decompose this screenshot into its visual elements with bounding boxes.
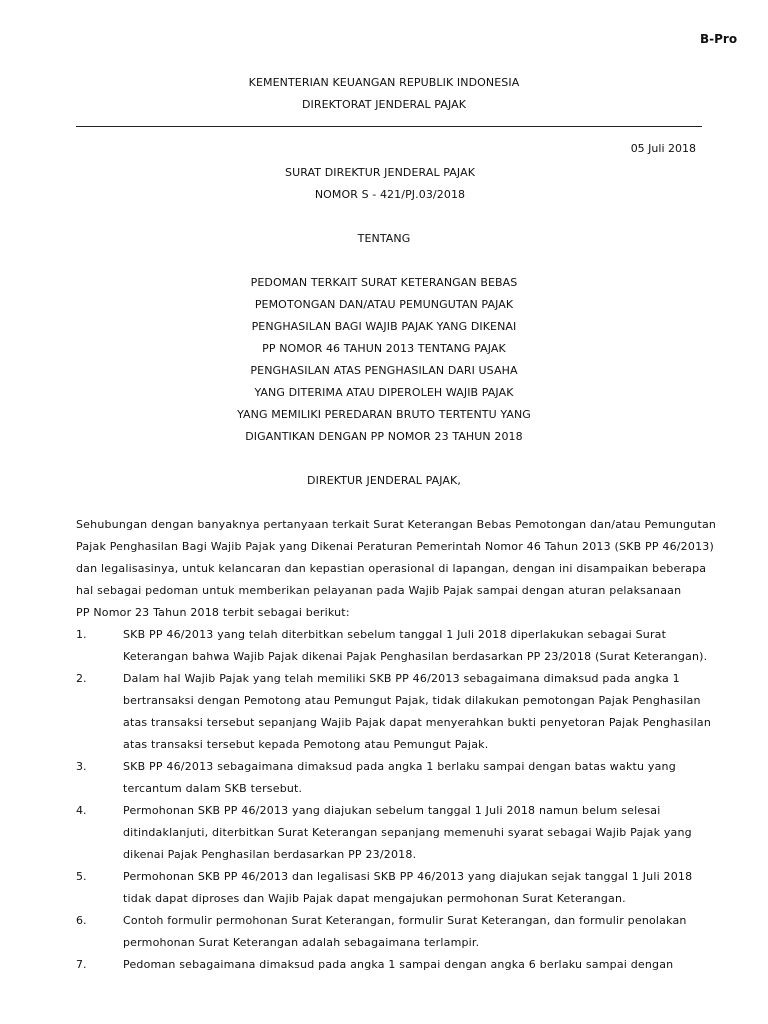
item-line: tercantum dalam SKB tersebut. bbox=[123, 782, 303, 795]
intro-line: Pajak Penghasilan Bagi Wajib Pajak yang Dikenai Peraturan Pemerintah Nomor 46 Tahun 2013 (SKB PP 46/2013) bbox=[76, 540, 714, 553]
subject-line: PEDOMAN TERKAIT SURAT KETERANGAN BEBAS bbox=[250, 276, 518, 289]
intro-line: dan legalisasinya, untuk kelancaran dan kepastian operasional di lapangan, dengan ini disampaikan beberapa bbox=[76, 562, 707, 575]
letter-number: NOMOR S - 421/PJ.03/2018 bbox=[314, 188, 466, 201]
item-line: ditindaklanjuti, diterbitkan Surat Keterangan sepanjang memenuhi syarat sebagai Wajib Pajak yang bbox=[123, 826, 692, 839]
item-line: dikenai Pajak Penghasilan berdasarkan PP 23/2018. bbox=[123, 848, 417, 861]
item-number: 3. bbox=[76, 760, 87, 773]
item-line: SKB PP 46/2013 yang telah diterbitkan sebelum tanggal 1 Juli 2018 diperlakukan sebagai Surat bbox=[123, 628, 667, 641]
item-number: 2. bbox=[76, 672, 87, 685]
item-line: tidak dapat diproses dan Wajib Pajak dapat mengajukan permohonan Surat Keterangan. bbox=[123, 892, 626, 905]
item-line: Permohonan SKB PP 46/2013 yang diajukan sebelum tanggal 1 Juli 2018 namun belum selesai bbox=[123, 804, 661, 817]
item-line: SKB PP 46/2013 sebagaimana dimaksud pada angka 1 berlaku sampai dengan batas waktu yang bbox=[123, 760, 676, 773]
directorate-heading: DIREKTORAT JENDERAL PAJAK bbox=[301, 98, 467, 111]
item-line: Permohonan SKB PP 46/2013 dan legalisasi SKB PP 46/2013 yang diajukan sejak tanggal 1 Juli 2018 bbox=[123, 870, 693, 883]
item-line: Contoh formulir permohonan Surat Keterangan, formulir Surat Keterangan, dan formulir penolakan bbox=[123, 914, 687, 927]
brand-label: B-Pro bbox=[700, 32, 738, 46]
item-line: Keterangan bahwa Wajib Pajak dikenai Pajak Penghasilan berdasarkan PP 23/2018 (Surat Keterangan). bbox=[123, 650, 708, 663]
item-line: permohonan Surat Keterangan adalah sebagaimana terlampir. bbox=[123, 936, 480, 949]
letter-about: TENTANG bbox=[357, 232, 411, 245]
item-line: Dalam hal Wajib Pajak yang telah memiliki SKB PP 46/2013 sebagaimana dimaksud pada angka 1 bbox=[123, 672, 680, 685]
header-divider bbox=[76, 126, 702, 127]
item-number: 6. bbox=[76, 914, 87, 927]
subject-line: PENGHASILAN ATAS PENGHASILAN DARI USAHA bbox=[250, 364, 518, 377]
item-line: atas transaksi tersebut sepanjang Wajib Pajak dapat menyerahkan bukti penyetoran Pajak Penghasilan bbox=[123, 716, 711, 729]
ministry-heading: KEMENTERIAN KEUANGAN REPUBLIK INDONESIA bbox=[248, 76, 520, 89]
item-line: atas transaksi tersebut kepada Pemotong atau Pemungut Pajak. bbox=[123, 738, 489, 751]
letter-title: SURAT DIREKTUR JENDERAL PAJAK bbox=[284, 166, 476, 179]
intro-line: PP Nomor 23 Tahun 2018 terbit sebagai berikut: bbox=[76, 606, 350, 619]
subject-line: PP NOMOR 46 TAHUN 2013 TENTANG PAJAK bbox=[262, 342, 506, 355]
subject-line: PENGHASILAN BAGI WAJIB PAJAK YANG DIKENAI bbox=[251, 320, 517, 333]
subject-line: YANG MEMILIKI PEREDARAN BRUTO TERTENTU YANG bbox=[237, 408, 531, 421]
subject-line: DIGANTIKAN DENGAN PP NOMOR 23 TAHUN 2018 bbox=[245, 430, 523, 443]
subject-line: PEMOTONGAN DAN/ATAU PEMUNGUTAN PAJAK bbox=[254, 298, 514, 311]
intro-line: Sehubungan dengan banyaknya pertanyaan terkait Surat Keterangan Bebas Pemotongan dan/atau Pemungutan bbox=[76, 518, 717, 531]
item-line: Pedoman sebagaimana dimaksud pada angka 1 sampai dengan angka 6 berlaku sampai dengan bbox=[123, 958, 674, 971]
subject-line: YANG DITERIMA ATAU DIPEROLEH WAJIB PAJAK bbox=[254, 386, 514, 399]
addressee: DIREKTUR JENDERAL PAJAK, bbox=[307, 474, 461, 487]
letter-date: 05 Juli 2018 bbox=[630, 142, 696, 155]
item-line: bertransaksi dengan Pemotong atau Pemungut Pajak, tidak dilakukan pemotongan Pajak Penghasilan bbox=[123, 694, 701, 707]
item-number: 1. bbox=[76, 628, 87, 641]
item-number: 5. bbox=[76, 870, 87, 883]
item-number: 7. bbox=[76, 958, 87, 971]
item-number: 4. bbox=[76, 804, 87, 817]
intro-line: hal sebagai pedoman untuk memberikan pelayanan pada Wajib Pajak sampai dengan aturan pelaksanaan bbox=[76, 584, 682, 597]
